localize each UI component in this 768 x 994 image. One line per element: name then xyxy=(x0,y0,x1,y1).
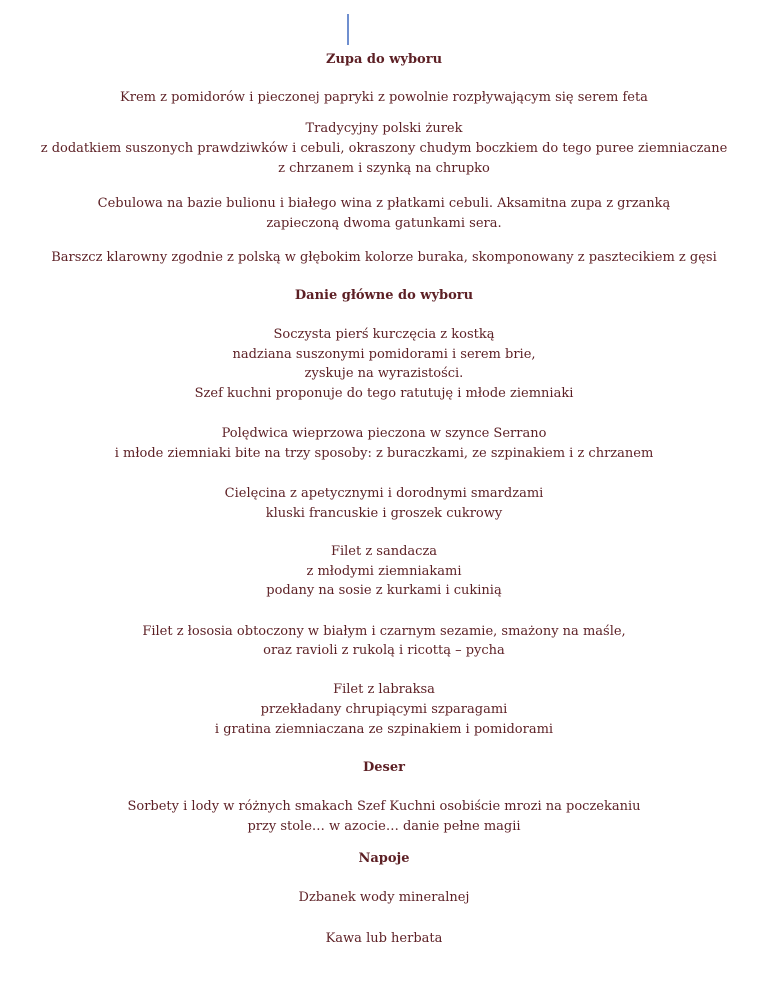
menu-item-line: Dzbanek wody mineralnej xyxy=(298,890,470,905)
menu-item-line: Soczysta pierś kurczęcia z kostką xyxy=(273,327,495,342)
menu-item-line: zapieczoną dwoma gatunkami sera. xyxy=(266,216,502,231)
menu-item-line: i gratina ziemniaczana ze szpinakiem i pomidorami xyxy=(214,722,554,737)
menu-item-line: z dodatkiem suszonych prawdziwków i cebuli, okraszony chudym boczkiem do tego puree ziemniaczane xyxy=(40,141,728,156)
menu-item-line: Sorbety i lody w różnych smakach Szef Kuchni osobiście mrozi na poczekaniu xyxy=(127,799,641,814)
menu-item-line: Cielęcina z apetycznymi i dorodnymi smardzami xyxy=(224,486,544,501)
text-cursor xyxy=(347,14,349,45)
menu-item-line: podany na sosie z kurkami i cukinią xyxy=(266,583,502,598)
menu-item-line: oraz ravioli z rukolą i ricottą – pycha xyxy=(263,643,505,658)
menu-item-line: Filet z labraksa xyxy=(333,682,435,697)
menu-item-line: z młodymi ziemniakami xyxy=(306,564,462,579)
menu-item-line: przy stole… w azocie… danie pełne magii xyxy=(247,819,521,834)
menu-item-line: Szef kuchni proponuje do tego ratutuję i młode ziemniaki xyxy=(194,386,574,401)
menu-item-line: nadziana suszonymi pomidorami i serem brie, xyxy=(232,347,536,362)
menu-item-line: Filet z łososia obtoczony w białym i czarnym sezamie, smażony na maśle, xyxy=(142,624,626,639)
menu-item-line: Cebulowa na bazie bulionu i białego wina z płatkami cebuli. Aksamitna zupa z grzanką xyxy=(97,196,671,211)
menu-item-line: Kawa lub herbata xyxy=(325,931,443,946)
menu-item-line: Barszcz klarowny zgodnie z polską w głębokim kolorze buraka, skomponowany z pasztecikiem z gęsi xyxy=(51,250,717,265)
menu-item-line: zyskuje na wyrazistości. xyxy=(304,366,464,381)
menu-item-line: Tradycyjny polski żurek xyxy=(305,121,463,136)
menu-item-line: Polędwica wieprzowa pieczona w szynce Serrano xyxy=(221,426,547,441)
menu-item-line: Krem z pomidorów i pieczonej papryki z powolnie rozpływającym się serem feta xyxy=(120,90,648,105)
menu-item-line: Filet z sandacza xyxy=(330,544,438,559)
section-title-drinks: Napoje xyxy=(358,851,410,866)
menu-item-line: przekładany chrupiącymi szparagami xyxy=(260,702,508,717)
section-title-dessert: Deser xyxy=(363,760,405,775)
section-title-main: Danie główne do wyboru xyxy=(294,288,474,303)
section-title-soup: Zupa do wyboru xyxy=(325,52,443,67)
menu-item-line: i młode ziemniaki bite na trzy sposoby: z buraczkami, ze szpinakiem i z chrzanem xyxy=(114,446,654,461)
menu-item-line: kluski francuskie i groszek cukrowy xyxy=(265,506,503,521)
menu-item-line: z chrzanem i szynką na chrupko xyxy=(278,161,490,176)
